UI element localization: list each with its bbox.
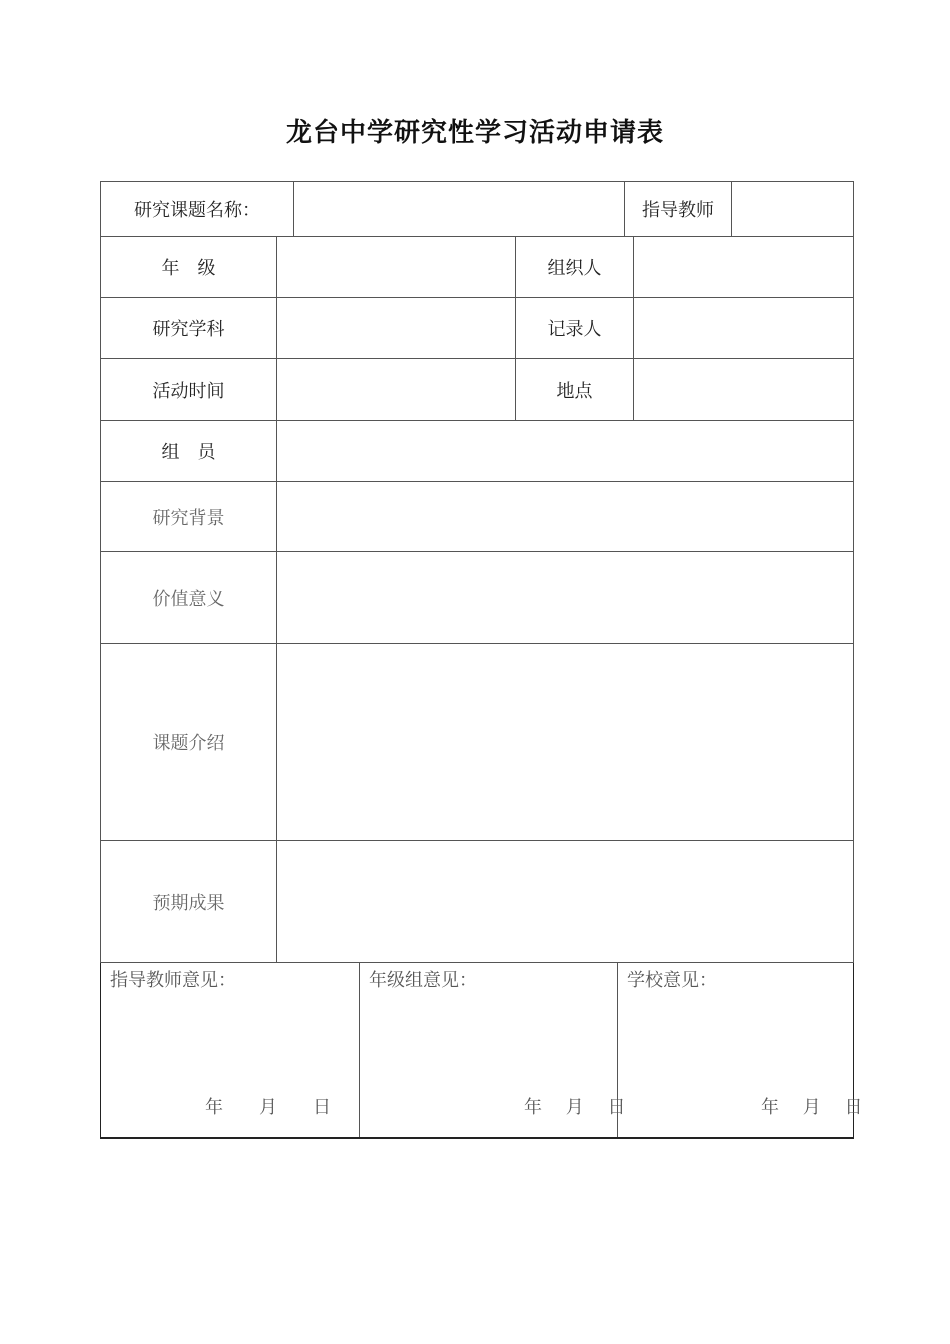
advisor-opinion-box[interactable] [101,963,360,1137]
organizer-label: 组织人 [516,237,634,297]
advisor-field[interactable] [732,182,853,236]
members-field[interactable] [277,421,853,481]
recorder-label: 记录人 [516,298,634,358]
intro-field[interactable] [277,644,853,840]
place-label: 地点 [516,359,634,420]
school-opinion-label: 学校意见： [627,970,717,991]
advisor-opinion-label: 指导教师意见： [110,970,236,991]
row-topic [100,181,854,237]
row-background [100,482,854,552]
grade-label: 年 级 [101,237,277,297]
subject-field[interactable] [277,298,516,358]
grade-opinion-label: 年级组意见： [369,970,477,991]
background-label: 研究背景 [101,482,277,551]
background-field[interactable] [277,482,853,551]
topic-field[interactable] [294,182,625,236]
subject-label: 研究学科 [101,298,277,358]
row-opinions [100,963,863,1139]
school-opinion-box[interactable] [618,963,863,1137]
advisor-label: 指导教师 [625,182,732,236]
grade-field[interactable] [277,237,516,297]
time-field[interactable] [277,359,516,420]
application-form [100,181,863,1139]
value-label: 价值意义 [101,552,277,643]
advisor-opinion-date: 年 月 日 [205,1097,331,1118]
outcome-label: 预期成果 [101,841,277,962]
outcome-field[interactable] [277,841,853,962]
members-label: 组 员 [101,421,277,481]
grade-opinion-box[interactable] [360,963,626,1137]
organizer-field[interactable] [634,237,853,297]
row-outcome [100,841,854,963]
grade-opinion-date: 年 月 日 [524,1097,626,1118]
page-title: 龙台中学研究性学习活动申请表 [285,118,664,148]
row-value [100,552,854,644]
time-label: 活动时间 [101,359,277,420]
row-members [100,421,854,482]
place-field[interactable] [634,359,853,420]
value-field[interactable] [277,552,853,643]
recorder-field[interactable] [634,298,853,358]
row-subject [100,298,854,359]
row-grade [100,237,854,298]
row-intro [100,644,854,841]
topic-label: 研究课题名称： [101,182,294,236]
intro-label: 课题介绍 [101,644,277,840]
row-time [100,359,854,421]
school-opinion-date: 年 月 日 [761,1097,863,1118]
